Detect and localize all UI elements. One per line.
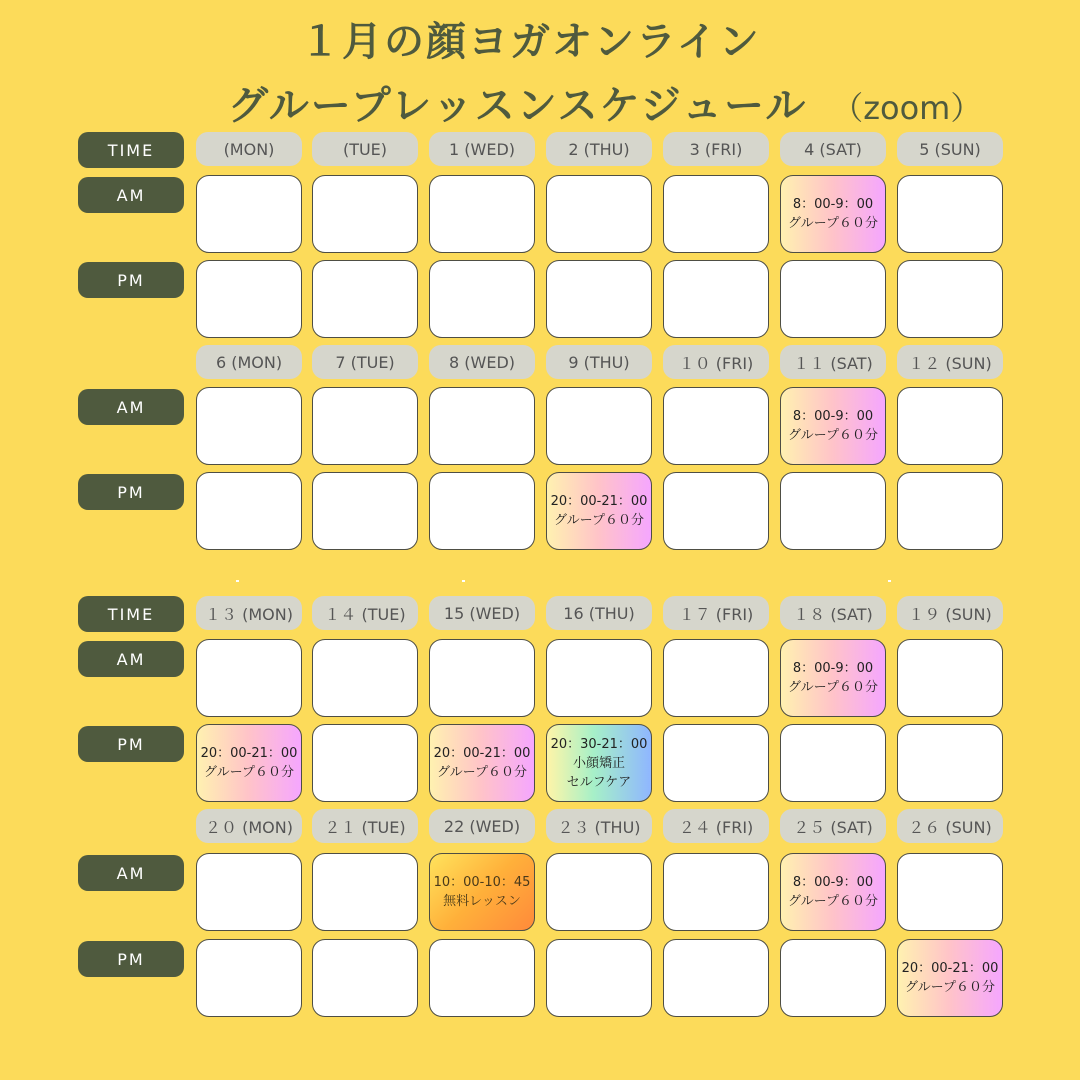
day-header: 16 (THU) xyxy=(546,596,652,630)
day-header: (MON) xyxy=(196,132,302,166)
empty-slot xyxy=(546,853,652,931)
lesson-text: グループ６０分 xyxy=(204,765,294,780)
day-header: １０ (FRI) xyxy=(663,345,769,379)
lesson-text: 10：00-10：45 xyxy=(433,875,531,890)
empty-slot xyxy=(546,175,652,253)
day-header: 1 (WED) xyxy=(429,132,535,166)
lesson-text: 20：30-21：00 xyxy=(550,736,648,752)
zoom-label: （zoom） xyxy=(831,89,983,127)
empty-slot xyxy=(196,387,302,465)
empty-slot xyxy=(429,175,535,253)
lesson-slot[interactable] xyxy=(780,175,886,253)
empty-slot xyxy=(663,260,769,338)
lesson-text: セルフケア xyxy=(566,774,632,790)
empty-slot xyxy=(312,939,418,1017)
day-header: ２０ (MON) xyxy=(196,809,302,843)
day-header: ２５ (SAT) xyxy=(780,809,886,843)
am-label: AM xyxy=(78,177,184,213)
empty-slot xyxy=(429,639,535,717)
empty-slot xyxy=(429,939,535,1017)
day-header: 7 (TUE) xyxy=(312,345,418,379)
lesson-text: グループ６０分 xyxy=(437,765,527,780)
pm-label: PM xyxy=(78,474,184,510)
day-header: ２１ (TUE) xyxy=(312,809,418,843)
empty-slot xyxy=(897,472,1003,550)
lesson-slot[interactable] xyxy=(897,939,1003,1017)
lesson-slot[interactable] xyxy=(780,387,886,465)
empty-slot xyxy=(546,387,652,465)
empty-slot xyxy=(196,175,302,253)
day-header: 3 (FRI) xyxy=(663,132,769,166)
day-header: 15 (WED) xyxy=(429,596,535,630)
lesson-slot[interactable] xyxy=(429,853,535,931)
empty-slot xyxy=(663,175,769,253)
decorative-dot xyxy=(462,580,465,582)
lesson-text: グループ６０分 xyxy=(788,428,878,443)
lesson-text: 8：00-9：00 xyxy=(792,409,874,424)
empty-slot xyxy=(429,387,535,465)
empty-slot xyxy=(663,472,769,550)
empty-slot xyxy=(312,639,418,717)
day-header: 9 (THU) xyxy=(546,345,652,379)
lesson-slot[interactable] xyxy=(546,472,652,550)
empty-slot xyxy=(780,724,886,802)
am-label: AM xyxy=(78,389,184,425)
lesson-text: グループ６０分 xyxy=(788,680,878,695)
lesson-slot[interactable] xyxy=(546,724,652,802)
lesson-text: 20：00-21：00 xyxy=(433,746,531,761)
empty-slot xyxy=(897,260,1003,338)
empty-slot xyxy=(429,472,535,550)
empty-slot xyxy=(546,639,652,717)
empty-slot xyxy=(897,724,1003,802)
lesson-text: 小顔矯正 xyxy=(572,755,625,771)
lesson-text: 20：00-21：00 xyxy=(550,494,648,509)
am-label: AM xyxy=(78,641,184,677)
day-header: (TUE) xyxy=(312,132,418,166)
empty-slot xyxy=(663,853,769,931)
day-header: １３ (MON) xyxy=(196,596,302,630)
day-header: 6 (MON) xyxy=(196,345,302,379)
day-header: 8 (WED) xyxy=(429,345,535,379)
empty-slot xyxy=(663,939,769,1017)
pm-label: PM xyxy=(78,941,184,977)
page-subtitle xyxy=(228,74,1080,131)
empty-slot xyxy=(196,853,302,931)
day-header: １２ (SUN) xyxy=(897,345,1003,379)
empty-slot xyxy=(312,853,418,931)
day-header: ２３ (THU) xyxy=(546,809,652,843)
empty-slot xyxy=(312,260,418,338)
empty-slot xyxy=(663,387,769,465)
time-label: TIME xyxy=(78,596,184,632)
day-header: １８ (SAT) xyxy=(780,596,886,630)
empty-slot xyxy=(312,175,418,253)
empty-slot xyxy=(196,639,302,717)
page-title: １月の顔ヨガオンライン xyxy=(300,19,761,65)
lesson-text: 無料レッスン xyxy=(443,894,521,909)
empty-slot xyxy=(546,939,652,1017)
empty-slot xyxy=(897,853,1003,931)
empty-slot xyxy=(196,472,302,550)
lesson-text: グループ６０分 xyxy=(788,894,878,909)
day-header: １４ (TUE) xyxy=(312,596,418,630)
day-header: 2 (THU) xyxy=(546,132,652,166)
lesson-text: 20：00-21：00 xyxy=(901,961,999,976)
empty-slot xyxy=(312,472,418,550)
lesson-text: 8：00-9：00 xyxy=(792,661,874,676)
empty-slot xyxy=(196,939,302,1017)
day-header: 22 (WED) xyxy=(429,809,535,843)
day-header: １７ (FRI) xyxy=(663,596,769,630)
empty-slot xyxy=(897,387,1003,465)
empty-slot xyxy=(780,939,886,1017)
decorative-dot xyxy=(888,580,891,582)
lesson-text: 8：00-9：00 xyxy=(792,197,874,212)
empty-slot xyxy=(312,724,418,802)
lesson-text: グループ６０分 xyxy=(905,980,995,995)
empty-slot xyxy=(663,724,769,802)
empty-slot xyxy=(196,260,302,338)
lesson-text: 20：00-21：00 xyxy=(200,746,298,761)
lesson-text: グループ６０分 xyxy=(554,513,644,528)
day-header: ２４ (FRI) xyxy=(663,809,769,843)
pm-label: PM xyxy=(78,726,184,762)
lesson-slot[interactable] xyxy=(780,639,886,717)
lesson-slot[interactable] xyxy=(780,853,886,931)
am-label: AM xyxy=(78,855,184,891)
lesson-text: 8：00-9：00 xyxy=(792,875,874,890)
day-header: 4 (SAT) xyxy=(780,132,886,166)
empty-slot xyxy=(546,260,652,338)
day-header: １９ (SUN) xyxy=(897,596,1003,630)
lesson-slot[interactable] xyxy=(196,724,302,802)
empty-slot xyxy=(663,639,769,717)
day-header: 5 (SUN) xyxy=(897,132,1003,166)
time-label: TIME xyxy=(78,132,184,168)
empty-slot xyxy=(312,387,418,465)
day-header: １１ (SAT) xyxy=(780,345,886,379)
empty-slot xyxy=(780,260,886,338)
empty-slot xyxy=(897,175,1003,253)
pm-label: PM xyxy=(78,262,184,298)
empty-slot xyxy=(429,260,535,338)
empty-slot xyxy=(780,472,886,550)
day-header: ２６ (SUN) xyxy=(897,809,1003,843)
lesson-text: グループ６０分 xyxy=(788,216,878,231)
empty-slot xyxy=(897,639,1003,717)
lesson-slot[interactable] xyxy=(429,724,535,802)
decorative-dot xyxy=(236,580,239,582)
subtitle-text: グループレッスンスケジュール xyxy=(228,83,808,129)
